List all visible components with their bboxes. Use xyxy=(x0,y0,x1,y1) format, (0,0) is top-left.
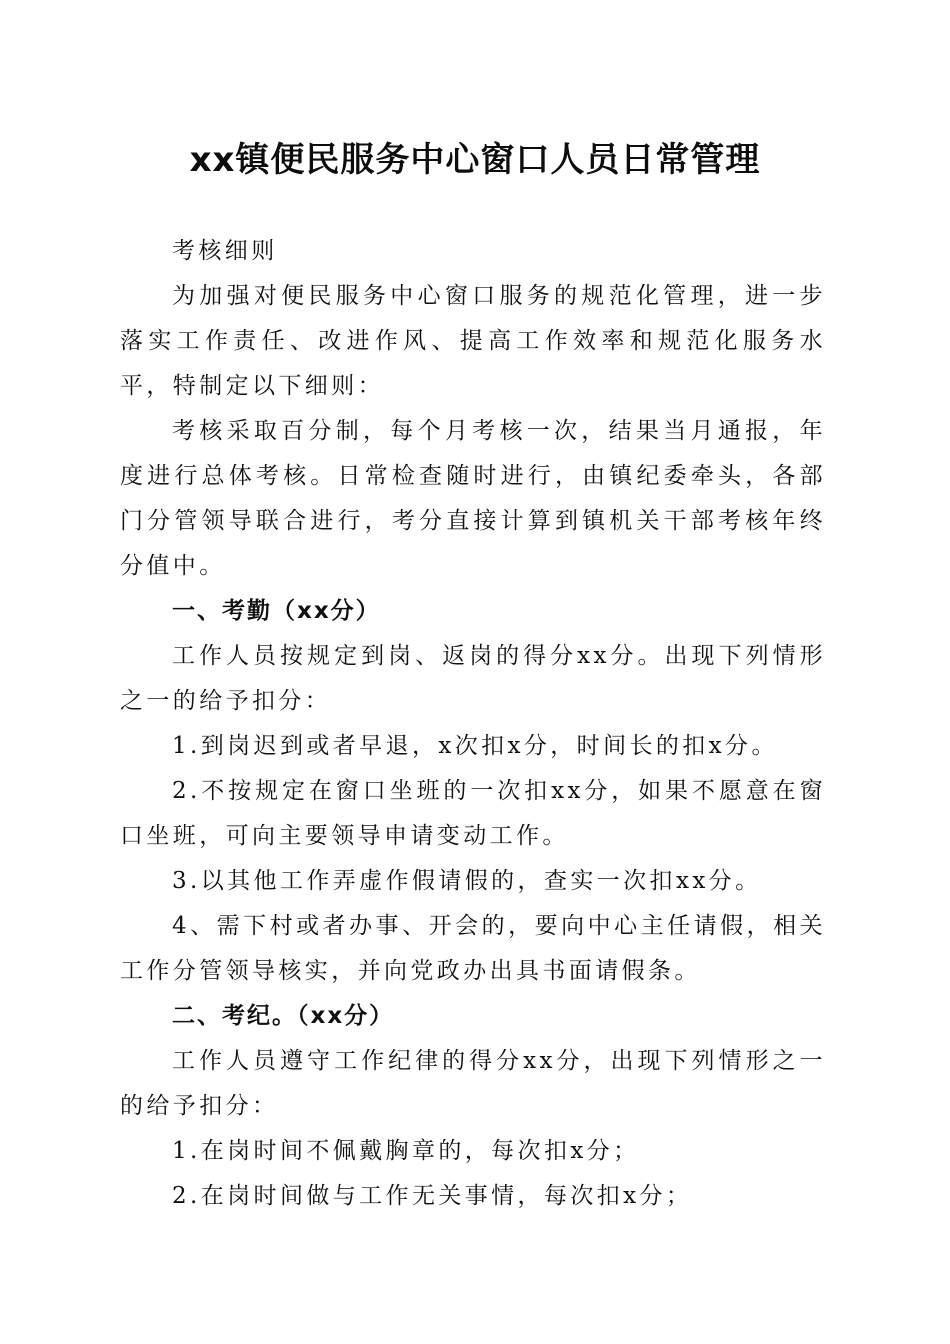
discipline-rule-2: 2.在岗时间做与工作无关事情，每次扣x分； xyxy=(172,1183,693,1209)
attendance-rule-4: 4、需下村或者办事、开会的，要向中心主任请假，相关工作分管领导核实，并向党政办出具书面请假条。 xyxy=(120,913,826,984)
document-body xyxy=(120,229,826,1219)
scoring-paragraph: 考核采取百分制，每个月考核一次，结果当月通报，年度进行总体考核。日常检查随时进行，由镇纪委牵头，各部门分管领导联合进行，考分直接计算到镇机关干部考核年终分值中。 xyxy=(120,418,826,579)
attendance-intro-paragraph: 工作人员按规定到岗、返岗的得分xx分。出现下列情形之一的给予扣分： xyxy=(120,643,826,714)
attendance-rule-3: 3.以其他工作弄虚作假请假的，查实一次扣xx分。 xyxy=(172,868,762,894)
attendance-rule-1: 1.到岗迟到或者早退，x次扣x分，时间长的扣x分。 xyxy=(172,733,778,759)
intro-paragraph: 为加强对便民服务中心窗口服务的规范化管理，进一步落实工作责任、改进作风、提高工作效率和规范化服务水平，特制定以下细则： xyxy=(120,283,826,399)
discipline-rule-1: 1.在岗时间不佩戴胸章的，每次扣x分； xyxy=(172,1138,640,1164)
attendance-rule-2: 2.不按规定在窗口坐班的一次扣xx分，如果不愿意在窗口坐班，可向主要领导申请变动工作。 xyxy=(120,778,826,849)
subtitle-paragraph: 考核细则 xyxy=(172,238,278,264)
section-heading-attendance: 一、考勤（xx分） xyxy=(172,598,381,624)
document-title: xx镇便民服务中心窗口人员日常管理 xyxy=(189,140,761,180)
section-heading-discipline: 二、考纪。（xx分） xyxy=(172,1003,395,1029)
discipline-intro-paragraph: 工作人员遵守工作纪律的得分xx分，出现下列情形之一的给予扣分： xyxy=(120,1048,826,1119)
